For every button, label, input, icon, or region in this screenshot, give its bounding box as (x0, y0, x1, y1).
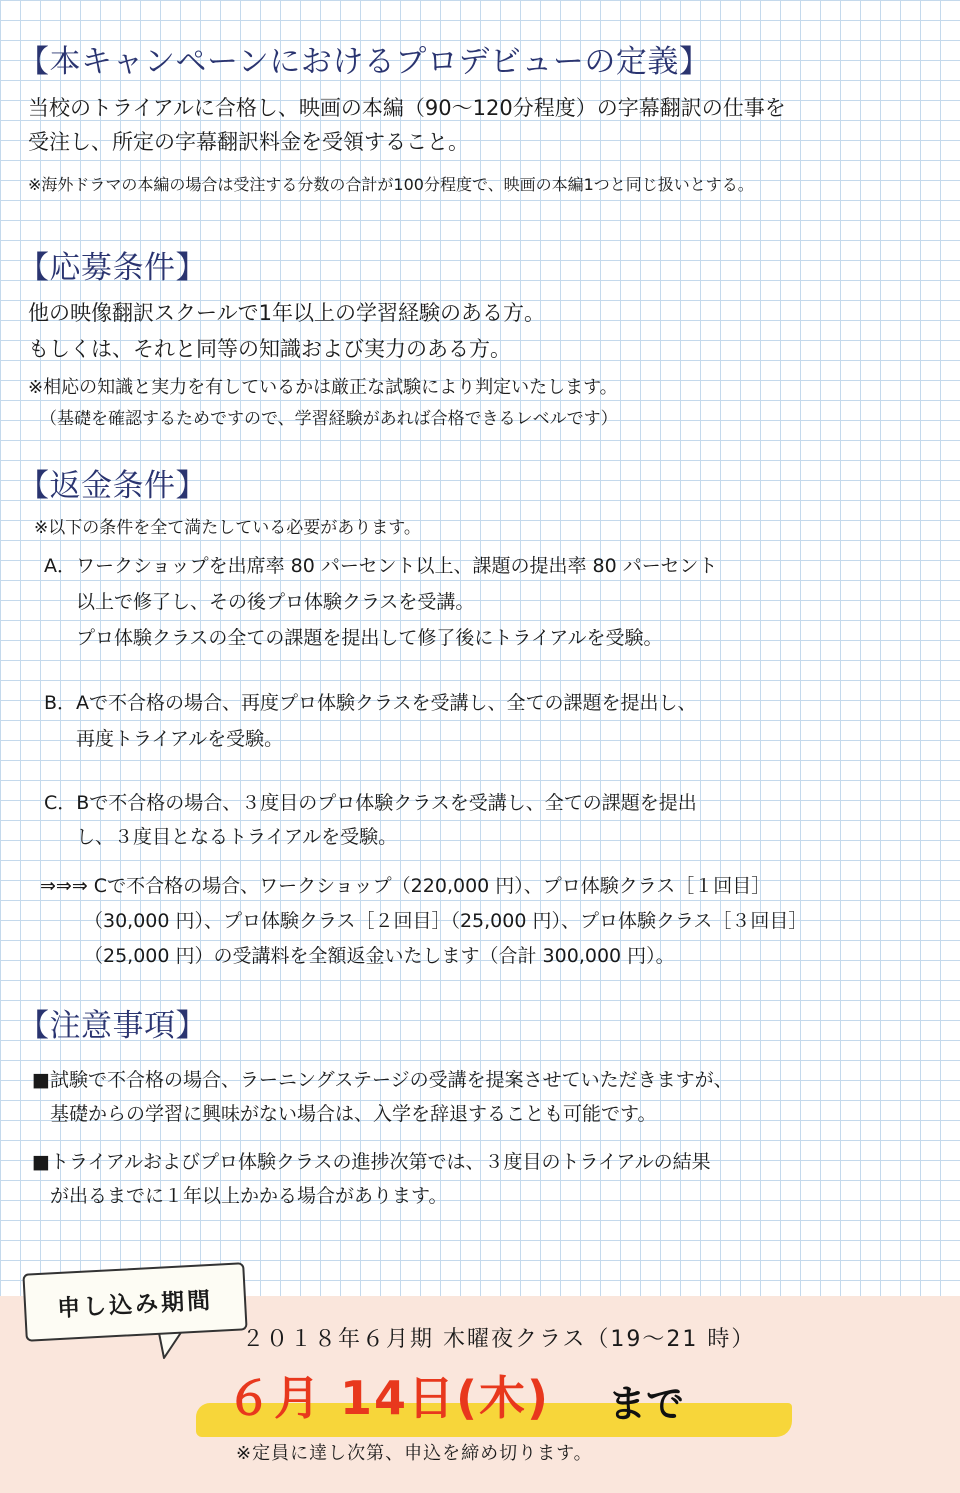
refund-result: （25,000 円）の受講料を全額返金いたします（合計 300,000 円）。 (84, 945, 675, 967)
refund-heading: 【返金条件】 (18, 468, 207, 504)
eligibility-line: 他の映像翻訳スクールで1年以上の学習経験のある方。 (28, 301, 545, 325)
refund-item-c: C．Bで不合格の場合、３度目のプロ体験クラスを受講し、全ての課題を提出 (44, 792, 697, 814)
cautions-heading: 【注意事項】 (18, 1008, 207, 1044)
caution-line: が出るまでに１年以上かかる場合があります。 (50, 1185, 448, 1207)
deadline-suffix: まで (608, 1382, 685, 1426)
application-period-bubble (22, 1262, 247, 1342)
caution-line: ■トライアルおよびプロ体験クラスの進捗次第では、３度目のトライアルの結果 (32, 1151, 711, 1173)
eligibility-note: ※相応の知識と実力を有しているかは厳正な試験により判定いたします。 (28, 377, 618, 398)
eligibility-line: もしくは、それと同等の知識および実力のある方。 (28, 337, 511, 361)
refund-intro: ※以下の条件を全て満たしている必要があります。 (34, 518, 421, 538)
definition-heading: 【本キャンペーンにおけるプロデビューの定義】 (18, 44, 711, 80)
refund-item-a: A．ワークショップを出席率 80 パーセント以上、課題の提出率 80 パーセント (44, 555, 718, 577)
eligibility-heading: 【応募条件】 (18, 250, 207, 286)
refund-item-b: 再度トライアルを受験。 (76, 728, 284, 750)
definition-note: ※海外ドラマの本編の場合は受注する分数の合計が100分程度で、映画の本編1つと同じ扱いとする。 (28, 175, 754, 194)
refund-item-a: プロ体験クラスの全ての課題を提出して修了後にトライアルを受験。 (76, 627, 663, 649)
caution-line: ■試験で不合格の場合、ラーニングステージの受講を提案させていただきますが、 (32, 1069, 733, 1091)
application-period-label: 申し込み期間 (56, 1287, 214, 1323)
application-note: ※定員に達し次第、申込を締め切ります。 (236, 1443, 593, 1464)
class-info: ２０１８年６月期 木曜夜クラス（19～21 時） (242, 1327, 756, 1352)
definition-line: 受注し、所定の字幕翻訳料金を受領すること。 (28, 130, 469, 154)
refund-item-a: 以上で修了し、その後プロ体験クラスを受講。 (76, 591, 475, 613)
refund-item-c: し、３度目となるトライアルを受験。 (76, 826, 398, 848)
deadline-date: ６月 14日(木) (226, 1371, 551, 1425)
refund-result: （30,000 円）、プロ体験クラス［２回目］（25,000 円）、プロ体験クラス［３回目］ (84, 910, 808, 932)
refund-item-b: B．Aで不合格の場合、再度プロ体験クラスを受講し、全ての課題を提出し、 (44, 692, 697, 714)
definition-line: 当校のトライアルに合格し、映画の本編（90～120分程度）の字幕翻訳の仕事を (28, 96, 786, 120)
eligibility-note: （基礎を確認するためですので、学習経験があれば合格できるレベルです） (40, 409, 618, 429)
caution-line: 基礎からの学習に興味がない場合は、入学を辞退することも可能です。 (50, 1103, 657, 1125)
refund-result: ⇒⇒⇒ Cで不合格の場合、ワークショップ（220,000 円）、プロ体験クラス［１回目］ (40, 875, 771, 897)
